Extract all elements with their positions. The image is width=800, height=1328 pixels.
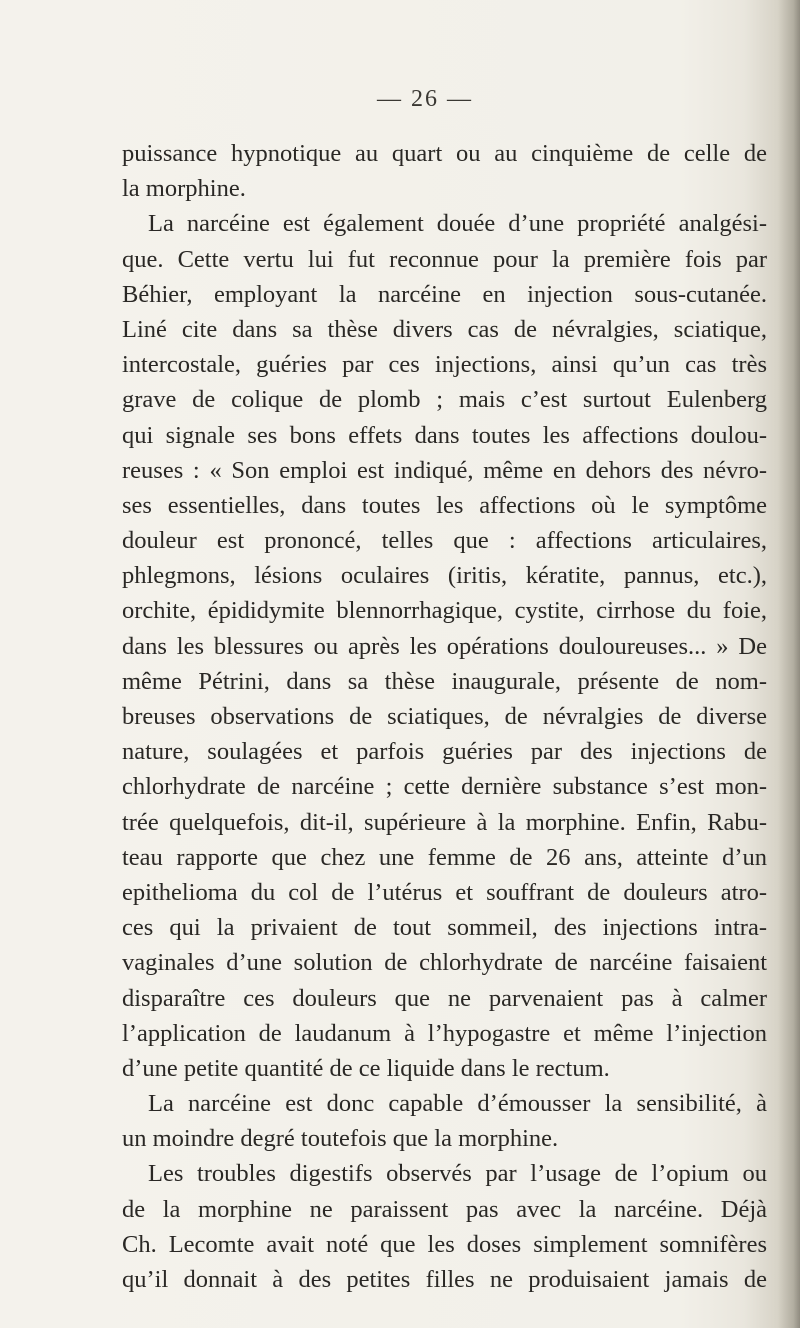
text-line: nature, soulagées et parfois guéries par des injections de <box>122 738 767 766</box>
text-line: trée quelquefois, dit-il, supérieure à la morphine. Enfin, Rabu- <box>122 808 767 836</box>
text-line: l’application de laudanum à l’hypogastre et même l’injection <box>122 1019 767 1047</box>
text-line: la morphine. <box>122 175 246 203</box>
text-line: teau rapporte que chez une femme de 26 ans, atteinte d’un <box>122 843 767 871</box>
text-line: chlorhydrate de narcéine ; cette dernière substance s’est mon- <box>122 773 767 801</box>
text-line: vaginales d’une solution de chlorhydrate de narcéine faisaient <box>122 949 767 977</box>
text-line: La narcéine est donc capable d’émousser la sensibilité, à <box>148 1090 767 1118</box>
text-line: phlegmons, lésions oculaires (iritis, kératite, pannus, etc.), <box>122 562 767 590</box>
text-line: grave de colique de plomb ; mais c’est surtout Eulenberg <box>122 386 767 414</box>
text-line: epithelioma du col de l’utérus et souffrant de douleurs atro- <box>122 878 767 906</box>
text-line: puissance hypnotique au quart ou au cinquième de celle de <box>122 140 767 167</box>
text-line: Les troubles digestifs observés par l’usage de l’opium ou <box>148 1160 767 1188</box>
text-line: d’une petite quantité de ce liquide dans le rectum. <box>122 1054 610 1082</box>
text-line: qu’il donnait à des petites filles ne produisaient jamais de <box>122 1266 767 1293</box>
text-line: Liné cite dans sa thèse divers cas de névralgies, sciatique, <box>122 315 767 343</box>
body-text <box>122 136 767 1297</box>
page-edge-shadow <box>778 0 800 1328</box>
text-line: de la morphine ne paraissent pas avec la narcéine. Déjà <box>122 1195 767 1223</box>
text-line: un moindre degré toutefois que la morphine. <box>122 1125 559 1153</box>
text-line: Ch. Lecomte avait noté que les doses simplement somnifères <box>122 1230 767 1258</box>
page-number: — 26 — <box>377 86 473 112</box>
text-line: que. Cette vertu lui fut reconnue pour la première fois par <box>122 245 767 273</box>
text-line: orchite, épididymite blennorrhagique, cystite, cirrhose du foie, <box>122 597 767 625</box>
text-line: disparaître ces douleurs que ne parvenaient pas à calmer <box>122 984 767 1012</box>
text-line: même Pétrini, dans sa thèse inaugurale, présente de nom- <box>122 667 767 695</box>
text-line: Béhier, employant la narcéine en injection sous-cutanée. <box>122 280 767 308</box>
text-line: qui signale ses bons effets dans toutes les affections doulou- <box>122 421 767 449</box>
text-line: reuses : « Son emploi est indiqué, même en dehors des névro- <box>122 456 767 484</box>
text-line: douleur est prononcé, telles que : affections articulaires, <box>122 527 767 555</box>
text-line: dans les blessures ou après les opérations douloureuses... » De <box>122 632 767 660</box>
text-line: La narcéine est également douée d’une propriété analgési- <box>148 210 767 238</box>
text-line: intercostale, guéries par ces injections, ainsi qu’un cas très <box>122 351 767 379</box>
text-line: breuses observations de sciatiques, de névralgies de diverse <box>122 703 767 730</box>
text-line: ses essentielles, dans toutes les affections où le symptôme <box>122 491 767 519</box>
text-line: ces qui la privaient de tout sommeil, des injections intra- <box>122 914 767 942</box>
